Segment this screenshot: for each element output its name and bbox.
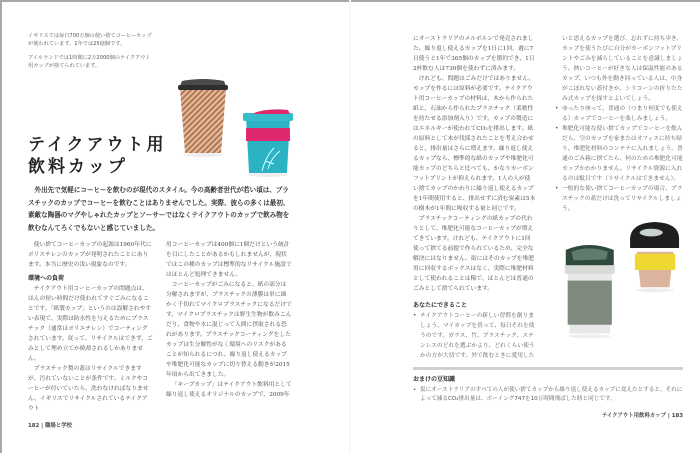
article-title [28,134,166,178]
right-column-2 [555,34,683,345]
paper-cup-icon [178,79,228,157]
paper-and-teal-cups-illustration [170,76,300,181]
teal-reusable-cup-icon [243,109,293,177]
left-footer [28,422,292,430]
paragraph: テイクアウト用コーヒーカップの問題点は、ほんの短い時間だけ使われてすぐごみになることです。「紙製カップ」というのは誤解されやすい表現で、実際は防水性を与えるためにプラスチック（通常はポリエチレン）でコーティングされています。従って、リサイクルはできず、ごみとして埋め立てか焼却されるしかありません。 [28,286,153,362]
keepcup-icon [630,222,679,292]
paragraph: 「キープカップ」はテイクアウト飲料用として繰り返し使えるオリジナルのカップで、2009年 [166,382,292,398]
paragraph: けれども、問題はごみだけではありません。カップを作るには原料が必要です。テイクアウト用コーヒーカップの材料は、木から作られた紙と、石油から作られたプラスチック（柔軟性を持たせる添加剤入り）です。カップの製造にはエネルギーが使われてCO₂を排出します。紙の原料として木が伐採されたことを考え合わせると、排出量はさらに増えます。繰り返し使えるカップなら、標準的な紙のカップや堆肥化可能カップのどちらと比べても、かなりカーボンフットプリントが抑えられます。1人の人が使い捨てカップのかわりに繰り返し使えるカップを1年間使用すると、排出せずに済む炭素は5本の樹木が1年間に吸収する量と同じです。 [413,76,536,212]
tip-bullet [555,184,683,214]
thermos-and-keepcup-illustration [560,220,680,345]
tip-text: ゆったり座って、普通の（つまり何度でも使える）カップでコーヒーを楽しみましょう。 [562,106,683,122]
page-number: 182 [28,423,40,429]
lead-paragraph: 外出先で気軽にコーヒーを飲むのが現代のスタイル。今の高齢者世代が若い頃は、プラスチックのカップでコーヒーを飲むことはありませんでした。実際、彼らの多くは最初、素敵な陶器のマグやしゃれたカップとソーサーではなくテイクアウトのカップで飲み物を飲むなんてろくでもないと感じていました。 [28,186,290,232]
section-name: 職場と学校 [45,423,72,429]
paragraph: 使い捨てコーヒーカップの起源は1960年代にポリスチレンのカップが発明されたことにあります。本当に歴史の浅い現象なのです。 [28,242,152,268]
bullet-icon: • [555,126,559,132]
paragraph: プラスチック製の蓋はリサイクルできますが、汚れていないことが条件です。ミルクやコーヒーが付いていたら、洗わなければなりません。イギリスでリサイクルされているテイクアウト [28,366,149,412]
book-gutter [349,0,351,453]
tip-text: 一般的な使い捨てコーヒーカップの場合、プラスチックの蓋だけは洗ってリサイクルしましょう。 [562,186,683,212]
paragraph: コーヒーカップがごみになると、紙の部分は分解されますが、プラスチックの薄膜は単に細かく千切れてマイクロプラスチックになるだけです。マイクロプラスチックは野生生物が飲みこんだり、食物や水に混じって人間に摂取される恐れがあります。プラスチックコーティングをしたカップは生分解性がなく環境へのリスクがあることが知られるにつれ、繰り返し使えるカップや堆肥化可能なカップに切り替える動きが2015年頃から出てきました。 [166,282,292,378]
trivia-text: 仮にオーストラリアのすべての人が使い捨てカップから繰り返し使えるカップに変えたとすると、それによって減るCO₂排出量は、ボーイング747を10万時間飛ばした時と同じです。 [420,387,683,402]
trivia-box [413,375,683,404]
thermos-tumbler-icon [565,245,615,338]
bullet-icon: • [413,313,417,319]
right-columns [413,34,683,361]
tip-continuation [555,34,683,104]
paragraph: 用コーヒーカップは400個に1個だけという統計を目にしたことがあるかもしれませんが、現状ではこの種のカップは標準的なリサイクル施設ではほとんど処理できません。 [166,242,292,278]
bullet-icon: • [413,387,417,393]
tip-text: テイクアウトコーヒーの新しい習慣を創りましょう。マイカップを買って、毎日それを使うのです。ガラス、竹、プラスチック、ステンレスのどれを選ぶかより、どれくらい使うかの方が大切です。外で飲むときに愛用した [420,313,535,359]
right-column-1 [413,34,536,361]
footer-separator: | [41,423,44,429]
trivia-heading: おまけの豆知識 [413,376,456,383]
tips-heading: あなたにできること [413,302,468,309]
trivia-bullet [413,386,683,404]
tip-bullet [555,104,683,124]
page-number: 183 [671,413,683,419]
right-footer [413,412,683,420]
bullet-icon: • [555,106,559,112]
left-page-body [28,184,292,430]
footer-separator: | [667,413,670,419]
section-heading: 環境への負荷 [28,275,65,282]
paragraph: にオーストラリアのメルボルンで発売されました。繰り返し使えるカップを1日に1回、週に7日使うと1年で365個のカップを節約でき、1日2杯飲む人は730個を使わずに済みます。 [413,36,535,72]
tip-text: 堆肥化可能な使い捨てカップでコーヒーを飲んだら、空のカップを家またはオフィスに持ち帰り、堆肥化材料のコンテナに入れましょう。普通のごみ箱に捨てたら、何のための堆肥化可能カップかわかりません。リサイクル資源に入れるのは駄目です（リサイクルはできません）。 [562,126,683,182]
left-column-2 [166,240,292,400]
title-line: テイクアウト用 [28,135,167,155]
tip-text: いと思えるカップを選び、忘れずに持ち歩き、カップを使うたびに自分がカーボンフットプリントやごみを減らしていることを意識しましょう。熱いコーヒーが好きな人は保温性能のあるカップ、いつも外を動き回っている人は、中身がこぼれない蓋付きか、シリコーンの折りたたみ式カップを探すとよいでしょう。 [562,36,683,102]
section-name: テイクアウト用飲料カップ [601,413,666,419]
tip-bullet [555,124,683,184]
tip-bullet [413,311,536,361]
bullet-icon: • [555,186,559,192]
section-divider [413,367,683,370]
paragraph: プラスチックコーティングの紙カップの代わりとして、堆肥化可能なコーヒーカップが増えてきています。けれども、テイクアウトに1回使って捨てる前提で作られているため、完全な解決にはなりません。街にはそのカップを堆肥用に回収するボックスはなく、実際に堆肥材料として使われることは稀で、ほとんどは普通のごみとして捨てられています。 [413,216,535,292]
left-column-1 [28,240,153,414]
side-note: アイルランドでは1時間に2万2000個のテイクアウト用カップが捨てられています。 [28,55,151,69]
side-notes [28,33,153,77]
side-note: イギリスでは毎日700万個の使い捨てコーヒーカップが使われています。1年では25億個です。 [28,33,152,47]
title-line: 飲料カップ [28,157,128,177]
right-page-body [413,34,683,420]
left-columns [28,240,292,414]
